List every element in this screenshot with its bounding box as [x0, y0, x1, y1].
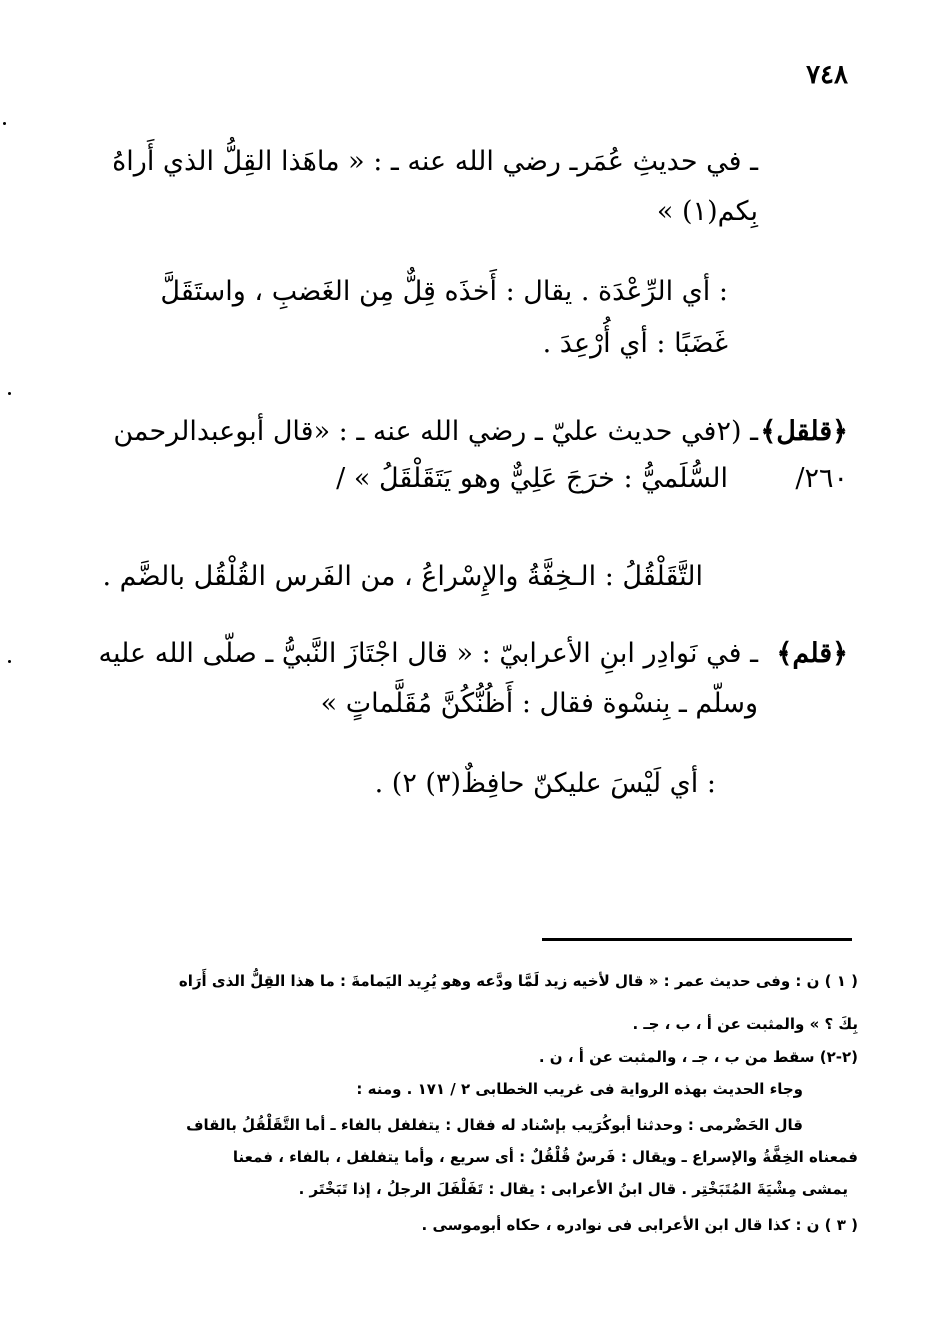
- entry-heading: ﴿قلقل﴾: [760, 416, 848, 447]
- scan-mark: [8, 392, 11, 395]
- footnote-separator: [542, 938, 852, 941]
- entry-line: وسلّم ـ بِنسْوة فقال : أَظُنُّكُنَّ مُقَلَّماتٍ »: [320, 688, 758, 719]
- scan-mark: [3, 122, 6, 125]
- entry-line: التَّقَلْقُلُ : الـخِفَّةُ والإِسْراعُ ، من الفَرس القُلْقُل بالضَّم .: [102, 561, 703, 592]
- entry-heading: ﴿قلم﴾: [776, 638, 848, 669]
- entry-line: غَضَبًا : أي أُرْعِدَ .: [542, 328, 728, 359]
- entry-line: ـ في حديثِ عُمَرـ رضي الله عنه ـ : « ماهَذا القِلُّ الذي أَراهُ: [112, 146, 758, 177]
- entry-line: : أي الرِّعْدَة . يقال : أَخذَه قِلٌّ مِن الغَضبِ ، واستَقَلَّ: [160, 276, 728, 307]
- footnote-line: بِكَ ؟ » والمثبت عن أ ، ب ، جـ .: [632, 1015, 858, 1033]
- entry-line: السُّلَميُّ : خرَجَ عَلِيٌّ وهو يَتَقَلْقَلُ » /: [336, 463, 728, 494]
- entry-line: ـ في نَوادِر ابنِ الأعرابيّ : « قال اجْتَازَ النَّبيُّ ـ صلّى الله عليه: [98, 638, 758, 669]
- entry-line: ـ (٢في حديث عليّ ـ رضي الله عنه ـ : «قال أبوعبدالرحمن: [113, 416, 758, 447]
- entry-line: : أي لَيْسَ عليكنّ حافِظٌ(٣) ٢) .: [374, 768, 716, 799]
- footnote-line: وجاء الحديث بهذه الرواية فى غريب الخطابى ٢ / ١٧١ . ومنه :: [356, 1080, 803, 1098]
- footnote-line: ( ٣ ) ن : كذا قال ابن الأعرابى فى نوادره ، حكاه أبوموسى .: [421, 1216, 858, 1234]
- footnote-line: قال الحَضْرمى : وحدثنا أبوكُرَيب بإسْناد له فقال : يتفلفل بالفاء ـ أما التَّقَلْقُلُ بالقاف: [186, 1116, 803, 1134]
- scan-mark: [8, 660, 11, 663]
- footnote-line: ( ١ ) ن : وفى حديث عمر : « قال لأخيه زيد لَمَّا ودَّعه وهو يُرِيد اليَمامةَ : ما هذا القِلُّ الذى أَرَاه: [178, 972, 858, 990]
- margin-page-ref: ٢٦٠/: [795, 463, 848, 494]
- page-number: ٧٤٨: [806, 60, 848, 90]
- footnote-line: (٢-٢) سقط من ب ، جـ ، والمثبت عن أ ، ن .: [538, 1048, 858, 1066]
- footnote-line: يمشى مِشْيَةَ المُتَبَخْتِر . قال ابنُ الأعرابى : يقال : تَفَلْفَلَ الرجلُ ، إذا تَبَخْتَر .: [298, 1180, 848, 1198]
- entry-line: بِكم(١) »: [656, 196, 758, 227]
- footnote-line: فمعناه الخِفَّةُ والإسراع ـ ويقال : فَرسٌ قُلْقُلٌ : أى سريع ، وأما يتفلفل ، بالفاء ، فمعنا: [232, 1148, 858, 1166]
